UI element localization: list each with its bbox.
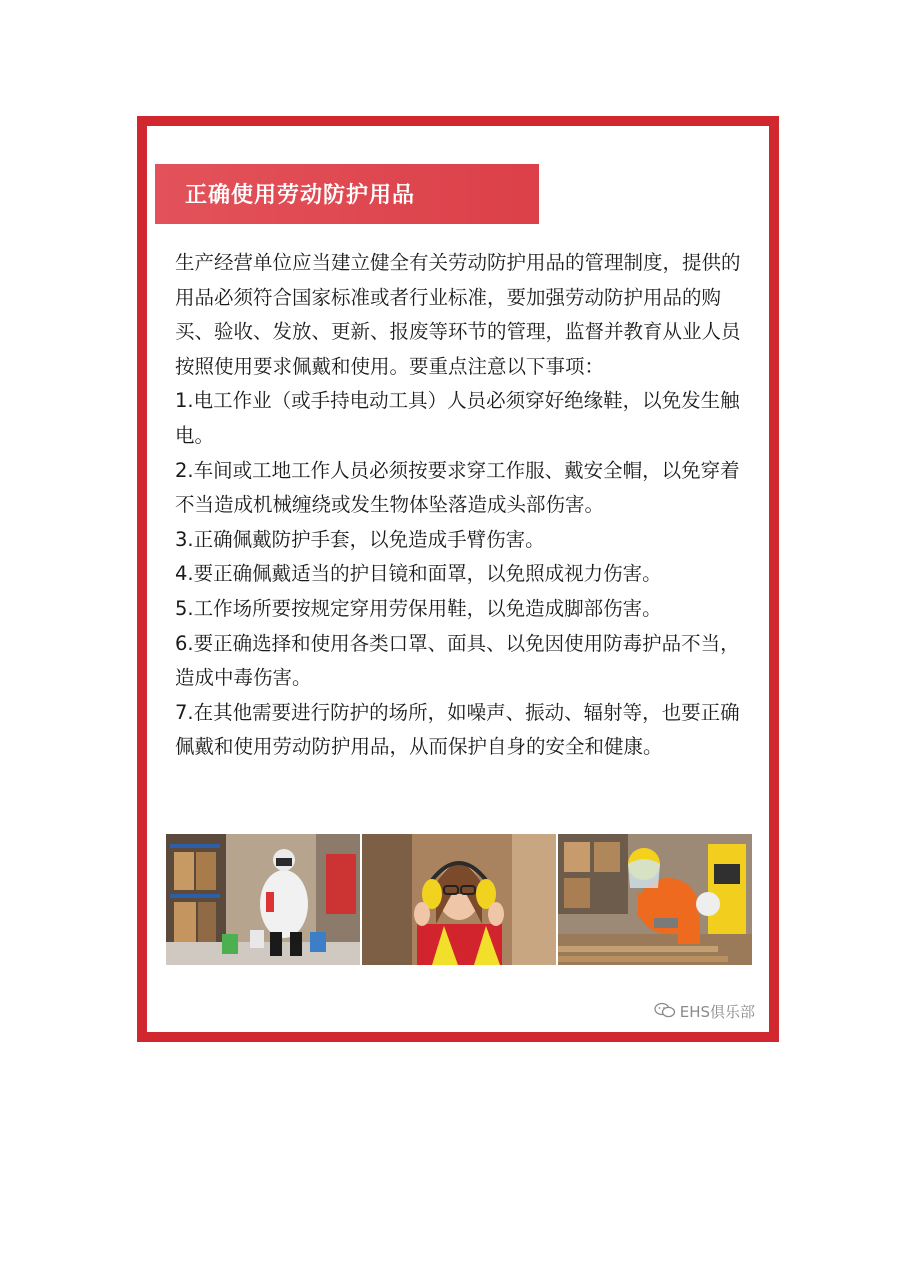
wechat-icon xyxy=(654,1002,676,1022)
watermark-label: EHS俱乐部 xyxy=(679,1003,755,1021)
list-item: 2.车间或工地工作人员必须按要求穿工作服、戴安全帽，以免穿着不当造成机械缠绕或发生物体坠落造成头部伤害。 xyxy=(175,458,740,517)
photo-worker-protective-suit xyxy=(166,834,360,965)
list-item: 6.要正确选择和使用各类口罩、面具、以免因使用防毒护品不当，造成中毒伤害。 xyxy=(175,631,740,690)
intro-paragraph: 生产经营单位应当建立健全有关劳动防护用品的管理制度，提供的用品必须符合国家标准或者行业标准，要加强劳动防护用品的购买、验收、发放、更新、报废等环节的管理，监督并教育从业人员按照使用要求佩戴和使用。要重点注意以下事项： xyxy=(175,251,741,378)
page-title: 正确使用劳动防护用品 xyxy=(185,183,416,208)
title-banner xyxy=(155,164,539,224)
list-item: 4.要正确佩戴适当的护目镜和面罩，以免照成视力伤害。 xyxy=(175,562,662,586)
watermark xyxy=(654,1001,755,1022)
body-text xyxy=(175,246,745,765)
list-item: 3.正确佩戴防护手套，以免造成手臂伤害。 xyxy=(175,527,545,551)
photo-strip xyxy=(166,834,752,965)
poster-card xyxy=(137,116,779,1042)
photo-worker-ear-protection xyxy=(362,834,556,965)
list-item: 1.电工作业（或手持电动工具）人员必须穿好绝缘鞋，以免发生触电。 xyxy=(175,389,740,447)
list-item: 7.在其他需要进行防护的场所，如噪声、振动、辐射等，也要正确佩戴和使用劳动防护用品，从而保护自身的安全和健康。 xyxy=(175,700,740,759)
list-item: 5.工作场所要按规定穿用劳保用鞋，以免造成脚部伤害。 xyxy=(175,596,662,620)
photo-worker-face-shield xyxy=(558,834,752,965)
